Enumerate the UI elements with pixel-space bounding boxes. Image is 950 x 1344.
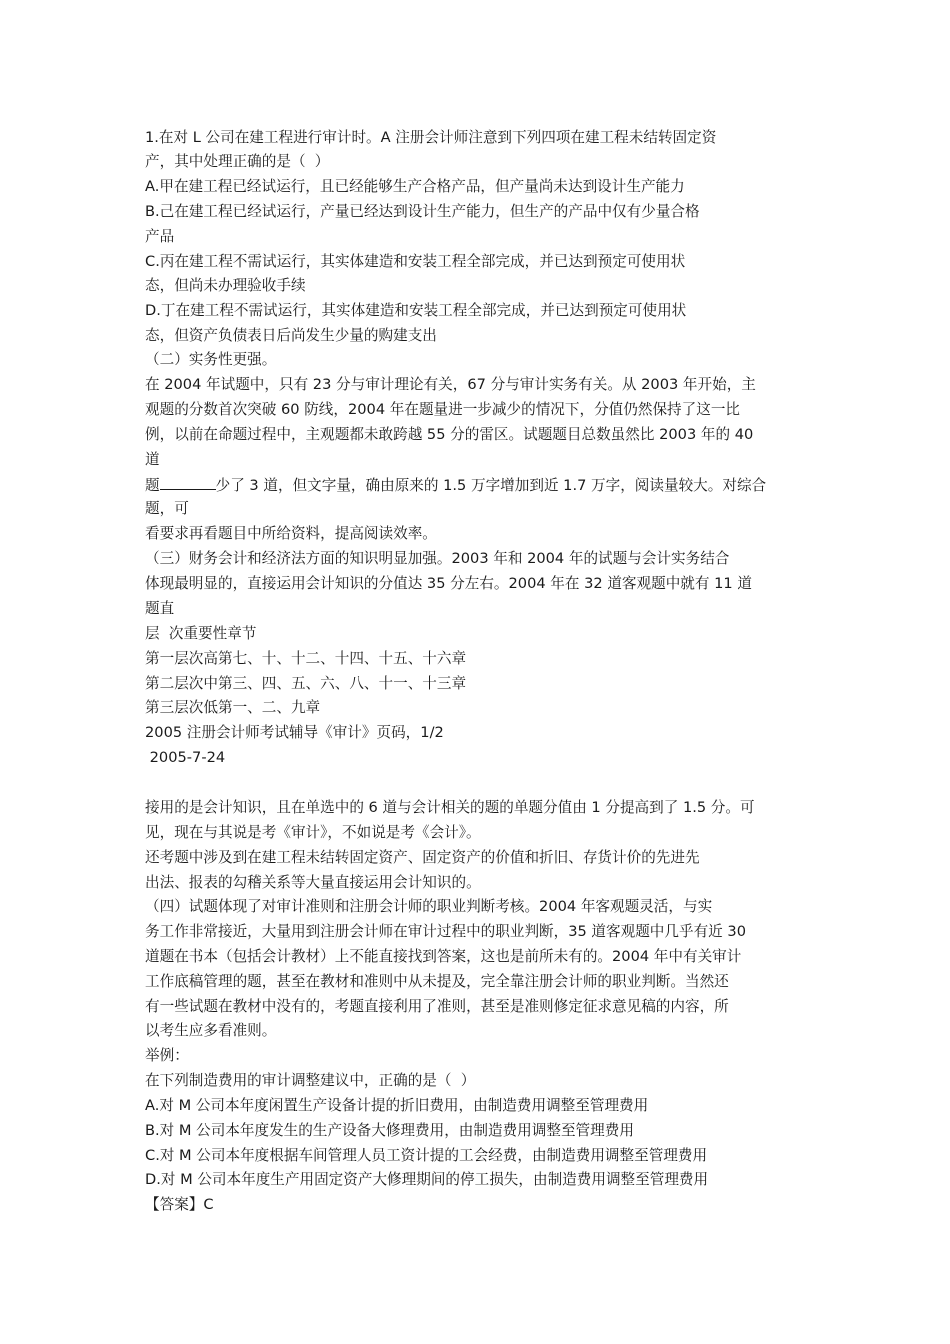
paragraph-line: 道题在书本（包括会计教材）上不能直接找到答案，这也是前所未有的。2004 年中有关审计 bbox=[145, 948, 742, 965]
paragraph-line: 出法、报表的勾稽关系等大量直接运用会计知识的。 bbox=[145, 874, 481, 891]
option-a: A.对 M 公司本年度闲置生产设备计提的折旧费用，由制造费用调整至管理费用 bbox=[145, 1097, 649, 1114]
paragraph-line: 在 2004 年试题中，只有 23 分与审计理论有关，67 分与审计实务有关。从 2003 年开始，主 bbox=[145, 376, 756, 393]
option-c: C.丙在建工程不需试运行，其实体建造和安装工程全部完成，并已达到预定可使用状 bbox=[145, 253, 686, 270]
example-label: 举例： bbox=[145, 1047, 189, 1064]
question-1-line: 1.在对 L 公司在建工程进行审计时。A 注册会计师注意到下列四项在建工程未结转固定资 bbox=[145, 129, 717, 146]
section-heading: （四）试题体现了对审计准则和注册会计师的职业判断考核。2004 年客观题灵活，与实 bbox=[145, 898, 713, 915]
page-footer-date: 2005-7-24 bbox=[145, 749, 226, 766]
fill-in-blank bbox=[160, 475, 216, 490]
paragraph-line: 见，现在与其说是考《审计》，不如说是考《会计》。 bbox=[145, 824, 481, 841]
blank-suffix: 少了 3 道，但文字量，确由原来的 1.5 万字增加到近 1.7 万字，阅读量较大。对综合 bbox=[215, 477, 767, 494]
answer: 【答案】C bbox=[145, 1196, 214, 1213]
paragraph-line: 题，可 bbox=[145, 500, 189, 517]
paragraph-line: 例，以前在命题过程中，主观题都未敢跨越 55 分的雷区。试题题目总数虽然比 2003 年的 40 bbox=[145, 426, 754, 443]
option-b: B.己在建工程已经试运行，产量已经达到设计生产能力，但生产的产品中仅有少量合格 bbox=[145, 203, 700, 220]
paragraph-line: 工作底稿管理的题，甚至在教材和准则中从未提及，完全靠注册会计师的职业判断。当然还 bbox=[145, 973, 729, 990]
paragraph-line: 观题的分数首次突破 60 防线，2004 年在题量进一步减少的情况下，分值仍然保持了这一比 bbox=[145, 401, 741, 418]
paragraph-line: 体现最明显的，直接运用会计知识的分值达 35 分左右。2004 年在 32 道客观题中就有 11 道 bbox=[145, 575, 752, 592]
option-b: B.对 M 公司本年度发生的生产设备大修理费用，由制造费用调整至管理费用 bbox=[145, 1122, 634, 1139]
paragraph-line: 还考题中涉及到在建工程未结转固定资产、固定资产的价值和折旧、存货计价的先进先 bbox=[145, 849, 700, 866]
paragraph-line: 看要求再看题目中所给资料，提高阅读效率。 bbox=[145, 525, 437, 542]
question-2-stem: 在下列制造费用的审计调整建议中，正确的是（ ） bbox=[145, 1072, 476, 1089]
paragraph-line: 题直 bbox=[145, 600, 175, 617]
option-d: D.丁在建工程不需试运行，其实体建造和安装工程全部完成，并已达到预定可使用状 bbox=[145, 302, 687, 319]
section-heading: （三）财务会计和经济法方面的知识明显加强。2003 年和 2004 年的试题与会计实务结合 bbox=[145, 550, 730, 567]
blank-prefix: 题 bbox=[145, 477, 160, 494]
paragraph-line: 以考生应多看准则。 bbox=[145, 1022, 277, 1039]
option-d: D.对 M 公司本年度生产用固定资产大修理期间的停工损失，由制造费用调整至管理费用 bbox=[145, 1171, 709, 1188]
table-row: 第一层次高第七、十、十二、十四、十五、十六章 bbox=[145, 650, 467, 667]
section-heading: （二）实务性更强。 bbox=[145, 351, 277, 368]
paragraph-line-with-blank bbox=[145, 475, 766, 496]
option-c: C.对 M 公司本年度根据车间管理人员工资计提的工会经费，由制造费用调整至管理费用 bbox=[145, 1147, 708, 1164]
paragraph-line: 接用的是会计知识，且在单选中的 6 道与会计相关的题的单题分值由 1 分提高到了 1.5 分。可 bbox=[145, 799, 755, 816]
page-footer-title: 2005 注册会计师考试辅导《审计》页码，1/2 bbox=[145, 724, 444, 741]
option-c-cont: 态，但尚未办理验收手续 bbox=[145, 277, 306, 294]
option-a: A.甲在建工程已经试运行，且已经能够生产合格产品，但产量尚未达到设计生产能力 bbox=[145, 178, 685, 195]
paragraph-line: 道 bbox=[145, 451, 160, 468]
paragraph-line: 有一些试题在教材中没有的，考题直接利用了准则，甚至是准则修定征求意见稿的内容，所 bbox=[145, 998, 729, 1015]
table-header: 层 次重要性章节 bbox=[145, 625, 257, 642]
table-row: 第三层次低第一、二、九章 bbox=[145, 699, 321, 716]
option-b-cont: 产品 bbox=[145, 228, 175, 245]
option-d-cont: 态，但资产负债表日后尚发生少量的购建支出 bbox=[145, 327, 437, 344]
question-1-line: 产，其中处理正确的是（ ） bbox=[145, 153, 330, 170]
paragraph-line: 务工作非常接近，大量用到注册会计师在审计过程中的职业判断，35 道客观题中几乎有近 30 bbox=[145, 923, 746, 940]
table-row: 第二层次中第三、四、五、六、八、十一、十三章 bbox=[145, 675, 467, 692]
